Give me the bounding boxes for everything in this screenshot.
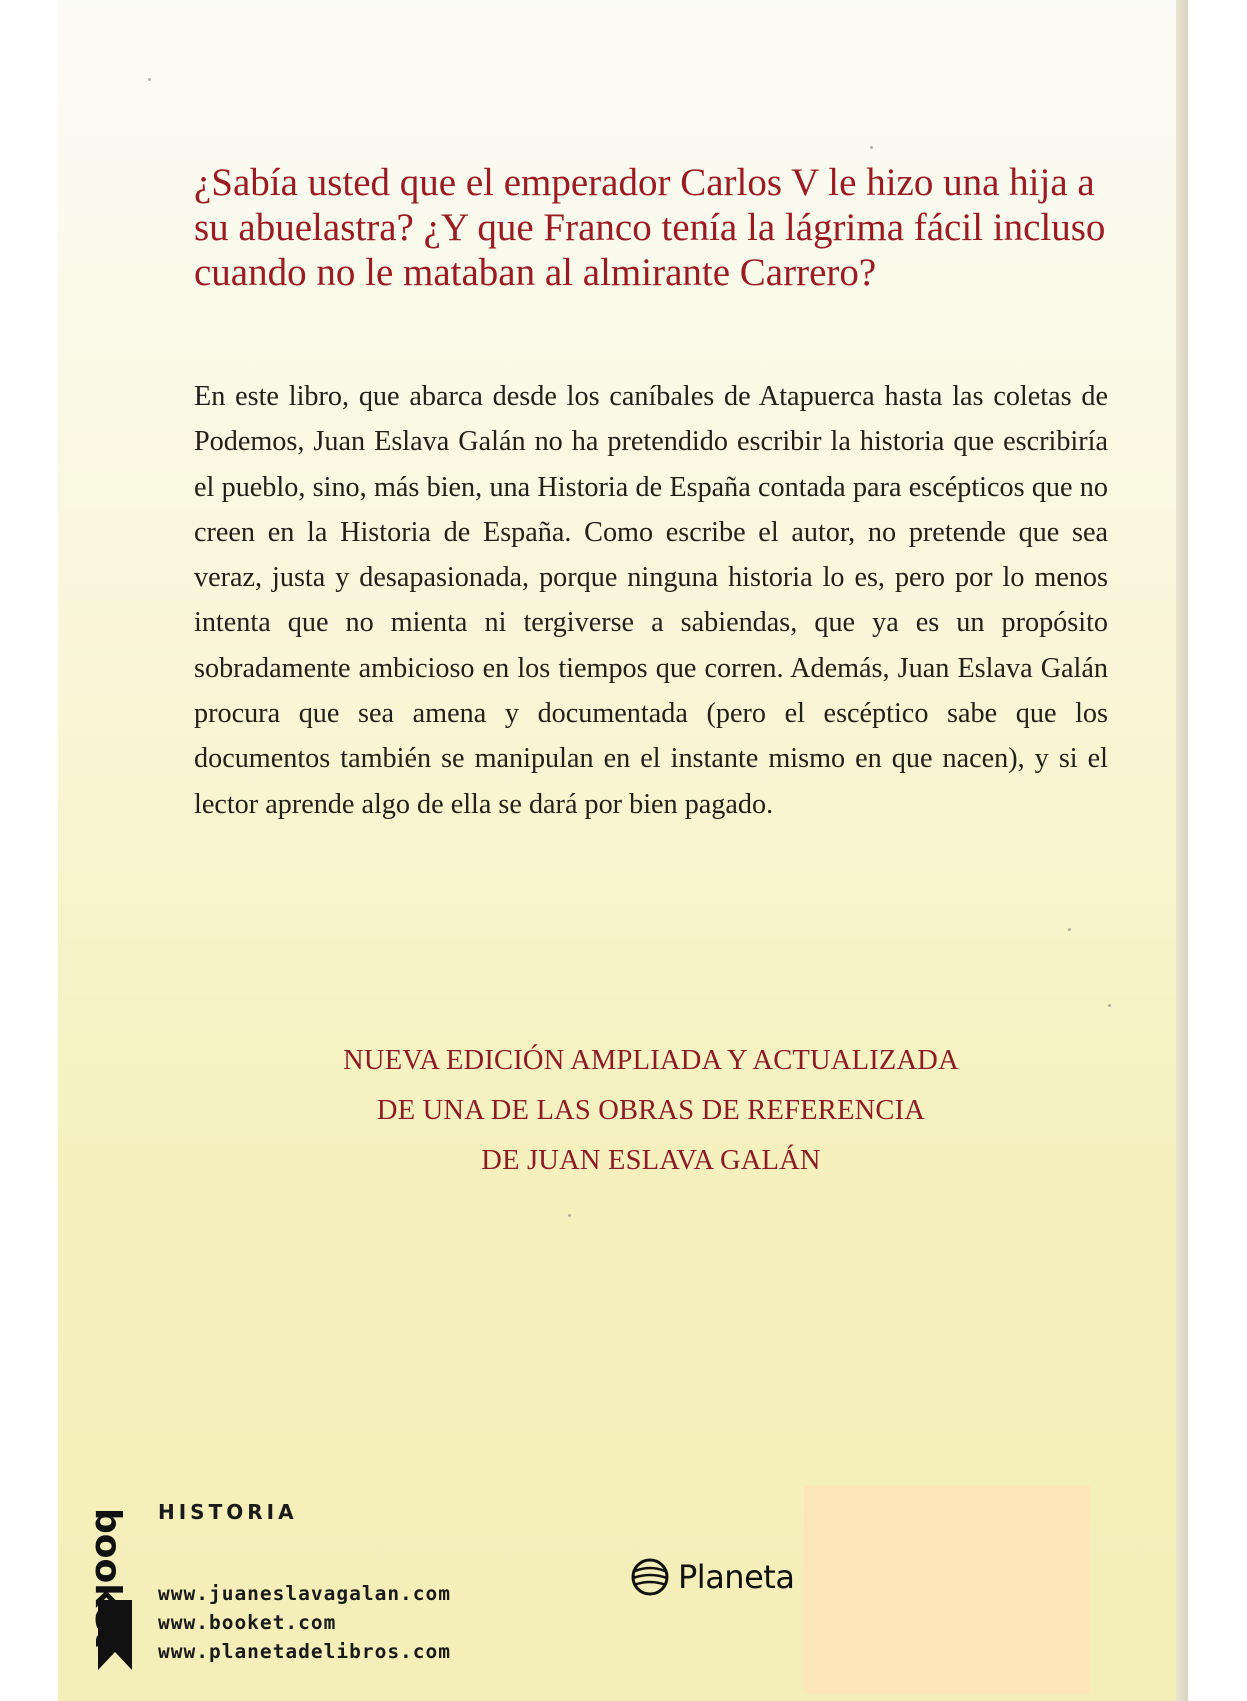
edition-line-2: DE UNA DE LAS OBRAS DE REFERENCIA [376,1095,926,1126]
print-speck [148,78,151,81]
planeta-logo [630,1554,794,1600]
publisher-name: Planeta [678,1558,795,1596]
description-text: En este libro, que abarca desde los caníbales de Atapuerca hasta las coletas de Podemos, Juan Eslava Galán no ha pretendido escribir la historia que escribiría el pueblo, sino, más bien, una Historia de España contada para escépticos que no creen en la Historia de España. Como escribe el autor, no pretende que sea veraz, justa y desapasionada, porque ninguna historia lo es, pero por lo menos intenta que no mienta ni tergiverse a sabiendas, que ya es un propósito sobradamente ambicioso en los tiempos que corren. Además, Juan Eslava Galán procura que sea amena y documentada (pero el escéptico sabe que los documentos también se manipulan en el instante mismo en que nacen), y si el lector aprende algo de ella se dará por bien pagado. [194,381,1108,820]
url-booket-site[interactable]: www.booket.com [158,1611,337,1634]
url-author-site[interactable]: www.juaneslavagalan.com [158,1582,452,1605]
description-paragraph [194,374,1108,827]
category-label: HISTORIA [158,1500,298,1524]
cover-edge [1176,0,1188,1701]
edition-line-1: NUEVA EDICIÓN AMPLIADA Y ACTUALIZADA [343,1045,959,1076]
book-back-cover [58,0,1188,1701]
print-speck [1108,1004,1111,1007]
print-speck [568,1214,571,1217]
edition-line-3: DE JUAN ESLAVA GALÁN [481,1145,821,1176]
url-planeta-site[interactable]: www.planetadelibros.com [158,1640,452,1663]
print-speck [1068,928,1071,931]
hook-text: ¿Sabía usted que el emperador Carlos V le hizo una hija a su abuelastra? ¿Y que Franco tenía la lágrima fácil incluso cuando no le mataban al almirante Carrero? [194,161,1106,294]
barcode-label-area [804,1486,1090,1694]
booket-wordmark: booket [87,1508,128,1648]
print-speck [870,146,873,149]
booket-logo [80,1500,140,1670]
globe-icon [630,1557,670,1597]
hook-question [194,160,1124,295]
url-list [158,1579,451,1666]
edition-notice [194,1036,1108,1186]
